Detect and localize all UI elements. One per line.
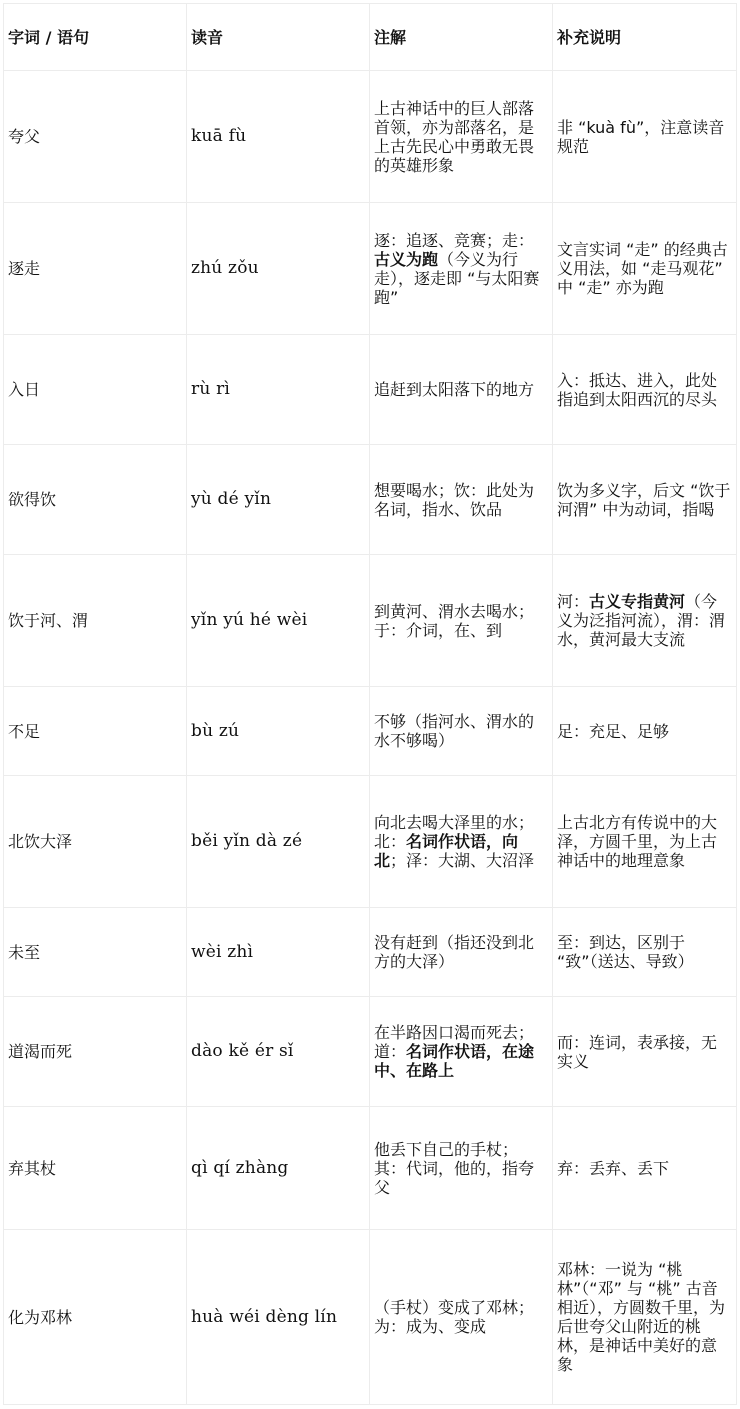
cell-extra bbox=[553, 997, 737, 1107]
cell-extra bbox=[553, 203, 737, 335]
text-segment: 上古神话中的巨人部落首领，亦为部落名，是上古先民心中勇敢无畏的英雄形象 bbox=[374, 98, 535, 175]
glossary-table-container bbox=[3, 3, 737, 1405]
table-header bbox=[4, 4, 737, 71]
text-segment: 而：连词，表承接，无实义 bbox=[557, 1032, 718, 1071]
cell-note bbox=[370, 445, 553, 555]
text-segment: 上古北方有传说中的大泽，方圆千里，为上古神话中的地理意象 bbox=[557, 813, 718, 870]
text-segment: 在半路因口渴而死去；道： bbox=[374, 1023, 535, 1061]
emphasis-text: 名词作状语，在途中、在路上 bbox=[374, 1042, 535, 1080]
header-extra: 补充说明 bbox=[553, 4, 737, 71]
cell-note bbox=[370, 776, 553, 908]
text-segment: 足：充足、足够 bbox=[557, 721, 670, 741]
cell-note bbox=[370, 555, 553, 687]
text-segment: 他丢下自己的手杖；其：代词，他的，指夸父 bbox=[374, 1139, 535, 1197]
table-row bbox=[4, 1107, 737, 1230]
cell-note bbox=[370, 908, 553, 997]
cell-note bbox=[370, 203, 553, 335]
table-row bbox=[4, 776, 737, 908]
cell-term: 逐走 bbox=[4, 203, 187, 335]
cell-term: 道渴而死 bbox=[4, 997, 187, 1107]
header-term: 字词 / 语句 bbox=[4, 4, 187, 71]
cell-extra bbox=[553, 1230, 737, 1405]
cell-term: 饮于河、渭 bbox=[4, 555, 187, 687]
cell-note bbox=[370, 1230, 553, 1405]
cell-term: 夸父 bbox=[4, 71, 187, 203]
table-row bbox=[4, 687, 737, 776]
cell-term: 北饮大泽 bbox=[4, 776, 187, 908]
cell-term: 欲得饮 bbox=[4, 445, 187, 555]
cell-note bbox=[370, 335, 553, 445]
header-note: 注解 bbox=[370, 4, 553, 71]
text-segment: 到黄河、渭水去喝水；于：介词，在、到 bbox=[374, 601, 535, 640]
table-row bbox=[4, 445, 737, 555]
cell-pinyin: dào kě ér sǐ bbox=[187, 997, 370, 1107]
cell-extra bbox=[553, 776, 737, 908]
text-segment: （今义为行走），逐走即 “与太阳赛跑” bbox=[374, 249, 540, 307]
cell-pinyin: rù rì bbox=[187, 335, 370, 445]
table-row bbox=[4, 203, 737, 335]
emphasis-text: 古义专指黄河 bbox=[589, 592, 686, 611]
table-row bbox=[4, 71, 737, 203]
cell-pinyin: huà wéi dèng lín bbox=[187, 1230, 370, 1405]
table-row bbox=[4, 1230, 737, 1405]
cell-term: 未至 bbox=[4, 908, 187, 997]
cell-extra bbox=[553, 908, 737, 997]
text-segment: 不够（指河水、渭水的水不够喝） bbox=[374, 712, 535, 750]
table-row bbox=[4, 335, 737, 445]
table-row bbox=[4, 555, 737, 687]
table-body bbox=[4, 71, 737, 1405]
emphasis-text: 名词作状语，向北 bbox=[374, 832, 519, 870]
text-segment: 向北去喝大泽里的水；北： bbox=[374, 813, 535, 851]
text-segment: 饮为多义字，后文 “饮于河渭” 中为动词，指喝 bbox=[557, 480, 731, 519]
emphasis-text: 古义为跑 bbox=[374, 249, 439, 269]
cell-pinyin: zhú zǒu bbox=[187, 203, 370, 335]
glossary-table bbox=[3, 3, 737, 1405]
text-segment: 想要喝水；饮：此处为名词，指水、饮品 bbox=[374, 480, 535, 519]
table-row bbox=[4, 997, 737, 1107]
cell-pinyin: wèi zhì bbox=[187, 908, 370, 997]
cell-extra bbox=[553, 555, 737, 687]
text-segment: 邓林：一说为 “桃林”（“邓” 与 “桃” 古音相近），方圆数千里，为后世夸父山附近的桃林，是神话中美好的意象 bbox=[557, 1260, 726, 1374]
cell-pinyin: qì qí zhàng bbox=[187, 1107, 370, 1230]
text-segment: 至：到达，区别于 “致”（送达、导致） bbox=[557, 933, 694, 971]
text-segment: 入：抵达、进入，此处指追到太阳西沉的尽头 bbox=[557, 370, 718, 409]
cell-note bbox=[370, 997, 553, 1107]
text-segment: 弃：丢弃、丢下 bbox=[557, 1158, 670, 1178]
cell-extra bbox=[553, 1107, 737, 1230]
cell-extra bbox=[553, 687, 737, 776]
cell-term: 化为邓林 bbox=[4, 1230, 187, 1405]
cell-extra bbox=[553, 71, 737, 203]
header-row bbox=[4, 4, 737, 71]
text-segment: （手杖）变成了邓林；为：成为、变成 bbox=[374, 1298, 535, 1336]
text-segment: 河： bbox=[557, 592, 590, 611]
text-segment: （今义为泛指河流），渭：渭水，黄河最大支流 bbox=[557, 592, 726, 649]
cell-extra bbox=[553, 335, 737, 445]
cell-pinyin: yù dé yǐn bbox=[187, 445, 370, 555]
cell-pinyin: běi yǐn dà zé bbox=[187, 776, 370, 908]
cell-term: 入日 bbox=[4, 335, 187, 445]
cell-extra bbox=[553, 445, 737, 555]
cell-pinyin: kuā fù bbox=[187, 71, 370, 203]
text-segment: 追赶到太阳落下的地方 bbox=[374, 380, 535, 399]
cell-note bbox=[370, 687, 553, 776]
header-pinyin: 读音 bbox=[187, 4, 370, 71]
text-segment: 没有赶到（指还没到北方的大泽） bbox=[374, 933, 535, 971]
cell-pinyin: yǐn yú hé wèi bbox=[187, 555, 370, 687]
cell-pinyin: bù zú bbox=[187, 687, 370, 776]
cell-note bbox=[370, 1107, 553, 1230]
text-segment: 非 “kuà fù”，注意读音规范 bbox=[557, 117, 725, 156]
cell-term: 弃其杖 bbox=[4, 1107, 187, 1230]
table-row bbox=[4, 908, 737, 997]
text-segment: 逐：追逐、竞赛；走： bbox=[374, 230, 535, 250]
text-segment: ；泽：大湖、大沼泽 bbox=[390, 851, 535, 870]
text-segment: 文言实词 “走” 的经典古义用法，如 “走马观花” 中 “走” 亦为跑 bbox=[557, 240, 728, 297]
cell-note bbox=[370, 71, 553, 203]
cell-term: 不足 bbox=[4, 687, 187, 776]
